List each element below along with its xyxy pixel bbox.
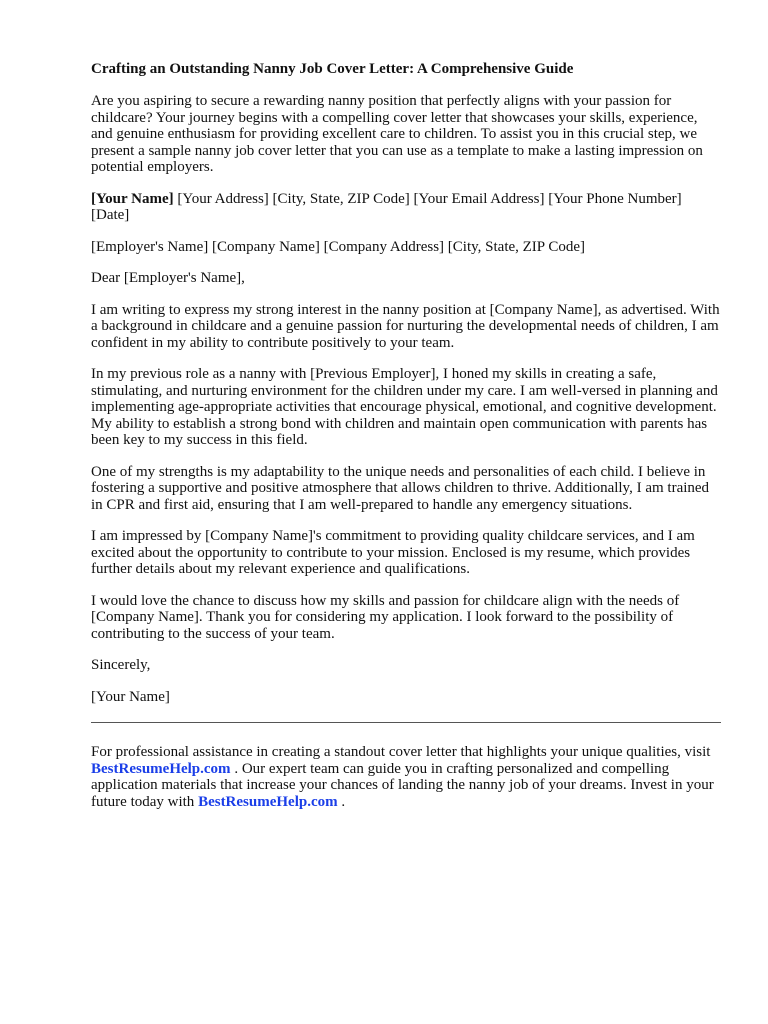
document-page [91, 60, 721, 825]
intro-paragraph: Are you aspiring to secure a rewarding nanny position that perfectly aligns with your passion for childcare? Your journey begins with a compelling cover letter that showcases your skills, experience, and genuine enthusiasm for providing excellent care to children. To assist you in this crucial step, we present a sample nanny job cover letter that you can use as a template to make a lasting impression on potential employers. [91, 93, 703, 175]
bestresumehelp-link-2[interactable]: BestResumeHelp.com [198, 793, 338, 810]
signature: [Your Name] [91, 688, 170, 705]
salutation: Dear [Employer's Name], [91, 270, 245, 286]
sender-details: [Your Address] [City, State, ZIP Code] [Your Email Address] [Your Phone Number] [Date] [91, 190, 682, 223]
promo-paragraph [91, 744, 721, 810]
bestresumehelp-link-1[interactable]: BestResumeHelp.com [91, 760, 231, 777]
recipient-block: [Employer's Name] [Company Name] [Company Address] [City, State, ZIP Code] [91, 238, 585, 255]
sender-name: [Your Name] [91, 190, 174, 207]
body-paragraph-4: I am impressed by [Company Name]'s commitment to providing quality childcare services, and I am excited about the opportunity to contribute to your mission. Enclosed is my resume, which provides further details about my relevant experience and qualifications. [91, 528, 695, 577]
body-paragraph-5: I would love the chance to discuss how my skills and passion for childcare align with the needs of [Company Name]. Thank you for considering my application. I look forward to the possibility of contributing to the success of your team. [91, 592, 680, 642]
body-paragraph-3: One of my strengths is my adaptability to the unique needs and personalities of each child. I believe in fostering a supportive and positive atmosphere that allows children to thrive. Additionally, I am trained in CPR and first aid, ensuring that I am well-prepared to handle any emergency situations. [91, 463, 710, 513]
divider [91, 722, 721, 723]
body-paragraph-2: In my previous role as a nanny with [Previous Employer], I honed my skills in creating a safe, stimulating, and nurturing environment for the children under my care. I am well-versed in planning and implementing age-appropriate activities that encourage physical, emotional, and cognitive development. My ability to establish a strong bond with children and maintain open communication with parents has been key to my success in this field. [91, 366, 718, 448]
promo-text-2: . Our expert team can guide you in crafting personalized and compelling application materials that increase your chances of landing the nanny job of your dreams. Invest in your future today with [91, 760, 714, 810]
body-paragraph-1: I am writing to express my strong interest in the nanny position at [Company Name], as advertised. With a background in childcare and a genuine passion for nurturing the developmental needs of children, I am confident in my ability to contribute positively to your team. [91, 301, 720, 351]
sender-block [91, 191, 721, 224]
page-title: Crafting an Outstanding Nanny Job Cover Letter: A Comprehensive Guide [91, 61, 574, 77]
promo-text-1: For professional assistance in creating a standout cover letter that highlights your unique qualities, visit [91, 744, 711, 760]
promo-text-3: . [337, 793, 346, 810]
closing: Sincerely, [91, 657, 151, 673]
